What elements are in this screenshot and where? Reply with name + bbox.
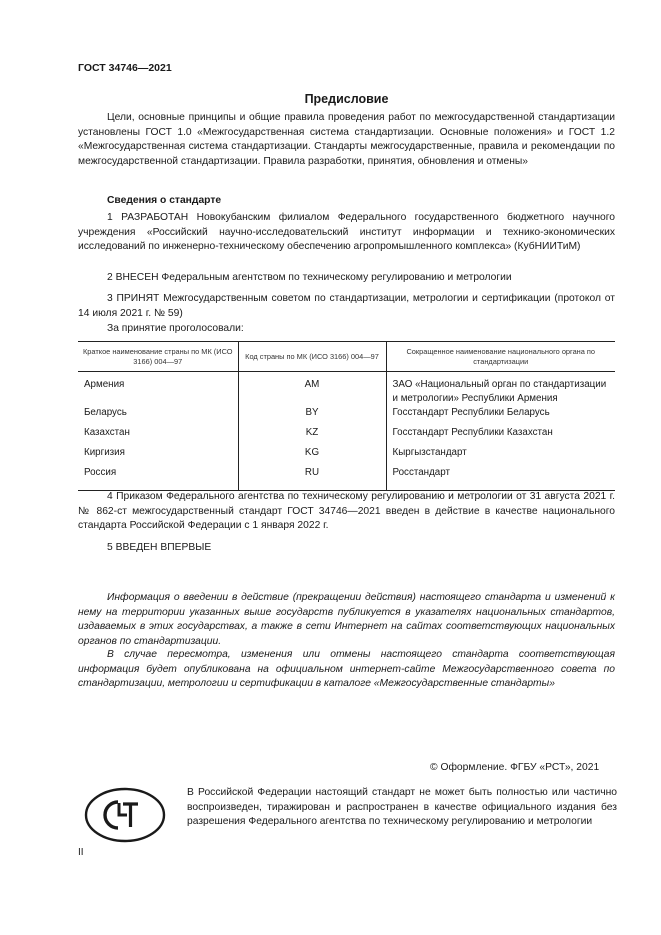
item-first-introduced-text: 5 ВВЕДЕН ВПЕРВЫЕ <box>107 542 212 553</box>
rst-certification-logo <box>84 787 166 843</box>
header-country: Краткое наименование страны по МК (ИСО 3166) 004—97 <box>78 342 238 372</box>
intro-paragraph <box>78 111 615 169</box>
cell-code: KZ <box>238 426 386 446</box>
cell-code: BY <box>238 406 386 426</box>
reproduction-notice <box>187 786 617 830</box>
item-enacted <box>78 490 615 534</box>
item-developed <box>78 211 615 255</box>
note-revision-text: В случае пересмотра, изменения или отмены настоящего стандарта соответствующая информация будет опубликована на официальном интернет-сайте Межгосударственного совета по стандартизации, метрологии и сертификации в каталоге «Межгосударственные стандарты» <box>78 649 615 690</box>
member-states-table <box>78 341 615 491</box>
page-title: Предисловие <box>304 92 389 106</box>
cell-country: Киргизия <box>84 447 125 458</box>
cell-code: KG <box>238 446 386 466</box>
cell-body: Росстандарт <box>386 466 615 491</box>
copyright-line: © Оформление. ФГБУ «РСТ», 2021 <box>430 762 600 773</box>
page-number: II <box>78 847 84 858</box>
item-enacted-text: 4 Приказом Федерального агентства по техническому регулированию и метрологии от 31 августа 2021 г. № 862-ст межгосударственный стандарт ГОСТ 34746—2021 введен в действие в качестве национального стандарта Российской Федерации с 1 января 2022 г. <box>78 491 615 532</box>
item-adopted-text: 3 ПРИНЯТ Межгосударственным советом по стандартизации, метрологии и сертификации (протокол от 14 июля 2021 г. № 59) <box>78 293 615 319</box>
cell-country: Казахстан <box>84 427 130 438</box>
table-row <box>78 406 615 426</box>
table-header-row <box>78 342 615 372</box>
intro-text: Цели, основные принципы и общие правила проведения работ по межгосударственной стандартизации установлены ГОСТ 1.0 «Межгосударственная система стандартизации. Основные положения» и ГОСТ 1.2 «Межгосударственная система стандартизации. Стандарты межгосударственные, правила и рекомендации по межгосударственной стандартизации. Правила разработки, принятия, обновления и отмены» <box>78 112 615 167</box>
voted-label-text: За принятие проголосовали: <box>107 323 244 334</box>
cell-body: Госстандарт Республики Беларусь <box>386 406 615 426</box>
standard-info-heading: Сведения о стандарте <box>107 195 222 206</box>
table-row <box>78 372 615 407</box>
cell-body: Кыргызстандарт <box>386 446 615 466</box>
cell-body: ЗАО «Национальный орган по стандартизации и метрологии» Республики Армения <box>386 372 615 407</box>
item-adopted <box>78 292 615 321</box>
note-publication <box>78 591 615 649</box>
cell-country: Россия <box>78 466 238 491</box>
table-row <box>78 426 615 446</box>
item-first-introduced <box>78 541 615 556</box>
header-code: Код страны по МК (ИСО 3166) 004—97 <box>238 342 386 372</box>
note-revision <box>78 648 615 692</box>
item-submitted <box>78 271 615 286</box>
voted-label <box>78 322 615 337</box>
cell-country: Беларусь <box>84 407 127 418</box>
cell-code: AM <box>238 372 386 407</box>
item-developed-text: 1 РАЗРАБОТАН Новокубанским филиалом Федерального государственного бюджетного научного учреждения «Российский научно-исследовательский институт информации и технико-экономических исследований по инженерно-техническому обеспечению агропромышленного комплекса» (КубНИИТиМ) <box>78 212 615 253</box>
cell-code: RU <box>238 466 386 491</box>
header-body: Сокращенное наименование национального органа по стандартизации <box>386 342 615 372</box>
reproduction-notice-text: В Российской Федерации настоящий стандарт не может быть полностью или частично воспроизведен, тиражирован и распространен в качестве официального издания без разрешения Федерального агентства по техническому регулированию и метрологии <box>187 787 617 828</box>
table-row <box>78 466 615 491</box>
table-row <box>78 446 615 466</box>
item-submitted-text: 2 ВНЕСЕН Федеральным агентством по техническому регулированию и метрологии <box>107 272 512 283</box>
note-publication-text: Информация о введении в действие (прекращении действия) настоящего стандарта и изменений к нему на территории указанных выше государств публикуется в указателях национальных стандартов, издаваемых в этих государствах, а также в сети Интернет на сайтах соответствующих национальных органов по стандартизации. <box>78 592 615 647</box>
document-id: ГОСТ 34746—2021 <box>78 62 172 74</box>
cell-country: Армения <box>84 379 125 390</box>
cell-body: Госстандарт Республики Казахстан <box>386 426 615 446</box>
